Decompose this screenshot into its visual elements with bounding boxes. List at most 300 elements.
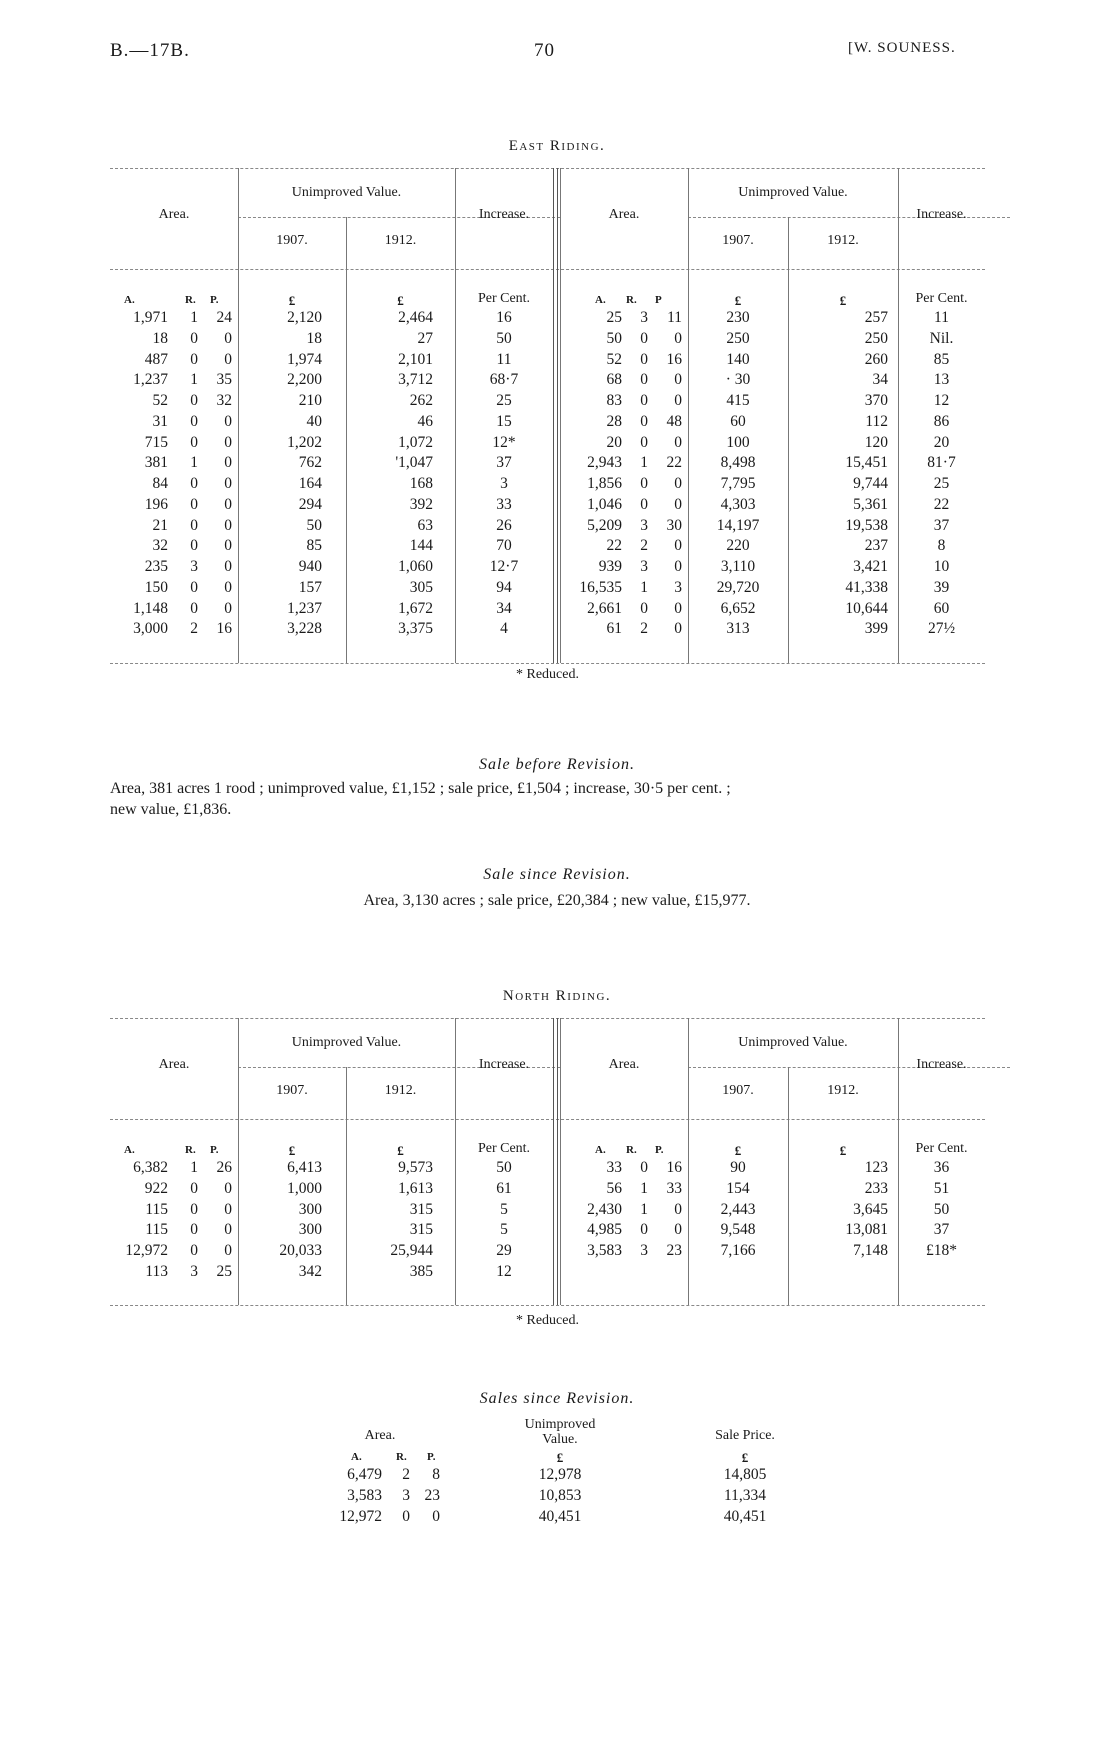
year-1912-header-right: 1912.	[827, 1083, 859, 1098]
area-perches-cell: 0	[674, 558, 682, 575]
area-acres-cell: 1,148	[133, 599, 168, 617]
increase-header-right: Increase.	[916, 1057, 967, 1072]
area-header: Area.	[158, 207, 190, 222]
unit-per-cent: Per Cent.	[477, 1141, 531, 1156]
unit-pound: £	[734, 1143, 742, 1158]
area-acres-cell: 12,972	[339, 1507, 382, 1525]
area-roods-cell: 0	[190, 433, 198, 451]
area-perches-cell: 0	[224, 516, 232, 534]
unimproved-value-cell: 10,853	[538, 1486, 582, 1504]
unit-per-cent: Per Cent.	[477, 291, 531, 306]
value-1912-cell: 10,644	[845, 599, 888, 617]
value-1907-cell: 2,120	[287, 309, 322, 326]
area-acres-cell: 18	[152, 329, 168, 347]
area-roods-cell: 1	[190, 309, 198, 326]
area-perches-cell: 23	[666, 1242, 682, 1259]
area-roods-cell: 3	[640, 309, 648, 326]
area-acres-cell-column	[110, 308, 168, 640]
area-acres-cell: 715	[144, 433, 168, 451]
increase-cell: 8	[937, 537, 946, 555]
area-acres-cell: 1,046	[587, 495, 622, 513]
area-roods-cell: 0	[640, 1159, 648, 1176]
area-perches-cell: 0	[224, 537, 232, 555]
value-1907-cell: 220	[726, 537, 750, 555]
value-1907-cell: 20,033	[279, 1242, 322, 1259]
area-roods-cell: 0	[640, 412, 648, 430]
increase-cell-column	[898, 308, 985, 640]
area-perches-cell: 16	[216, 620, 232, 638]
value-1912-cell: 27	[417, 329, 433, 347]
value-1912-cell: 25,944	[390, 1242, 433, 1259]
sales-since-revision-title: Sales since Revision.	[479, 1390, 635, 1407]
area-acres-cell: 1,971	[133, 309, 168, 326]
area-perches-cell-column	[198, 308, 232, 640]
value-1912-cell: '1,047	[395, 454, 433, 472]
area-perches-cell: 16	[666, 350, 682, 368]
area-perches-cell: 0	[224, 495, 232, 513]
increase-cell: 29	[496, 1242, 512, 1259]
area-acres-cell: 922	[144, 1179, 168, 1197]
value-1907-cell: · 30	[725, 371, 751, 389]
unit-acres: A.	[595, 294, 606, 306]
increase-header: Increase.	[478, 1057, 530, 1072]
increase-cell: £18*	[926, 1242, 957, 1259]
value-1907-cell-column	[238, 1158, 322, 1283]
value-1907-cell: 3,110	[720, 558, 756, 575]
unit-pound: £	[839, 293, 847, 308]
value-1912-cell: 168	[409, 475, 433, 492]
increase-cell: 11	[934, 309, 949, 326]
increase-cell: 61	[496, 1179, 512, 1197]
area-acres-cell-column	[110, 1158, 168, 1283]
area-perches-cell: 0	[674, 1221, 682, 1239]
area-roods-cell: 0	[190, 495, 198, 513]
author-reference: [W. SOUNESS.	[848, 40, 956, 56]
unit-perches: P.	[655, 1144, 664, 1156]
page-number: 70	[534, 40, 555, 61]
increase-cell: 37	[933, 1221, 950, 1239]
value-1907-cell: 3,228	[287, 620, 322, 638]
area-roods-cell: 0	[190, 1179, 198, 1197]
area-acres-cell: 235	[144, 558, 168, 575]
increase-cell: 4	[500, 620, 508, 638]
area-perches-cell: 0	[674, 495, 682, 513]
area-acres-cell: 196	[144, 495, 168, 513]
east-riding-title: East Riding.	[508, 138, 606, 154]
area-roods-cell: 0	[190, 350, 198, 368]
area-acres-cell: 32	[152, 537, 168, 555]
unit-pound: £	[734, 293, 742, 308]
increase-cell: 3	[500, 475, 508, 492]
area-roods-cell: 0	[190, 412, 198, 430]
unit-perches: P.	[427, 1451, 436, 1463]
area-acres-cell: 150	[144, 578, 168, 596]
area-acres-cell: 2,430	[587, 1200, 622, 1218]
area-roods-cell-column	[622, 1158, 648, 1262]
year-1912-header: 1912.	[384, 1083, 417, 1098]
year-1907-header: 1907.	[276, 233, 308, 248]
increase-cell: 70	[496, 537, 512, 555]
area-acres-cell: 3,583	[347, 1486, 382, 1504]
area-perches-cell: 25	[216, 1262, 232, 1280]
area-perches-cell: 22	[666, 454, 682, 472]
value-1907-cell: 50	[306, 516, 322, 534]
area-perches-cell: 0	[224, 475, 232, 492]
area-perches-cell: 0	[224, 1242, 232, 1259]
increase-cell: 11	[496, 350, 512, 368]
unimproved-value-header-right: Unimproved Value.	[738, 185, 848, 200]
area-acres-cell: 22	[606, 537, 622, 555]
increase-cell: 34	[496, 599, 512, 617]
increase-cell: 81·7	[927, 454, 956, 472]
area-acres-cell: 16,535	[579, 578, 622, 596]
value-1907-cell: 300	[298, 1221, 322, 1239]
value-1907-cell: 7,795	[720, 475, 756, 492]
year-1907-header-right: 1907.	[722, 233, 754, 248]
increase-cell: 85	[933, 350, 950, 368]
value-1907-cell: 1,974	[287, 350, 322, 368]
value-1912-cell: 34	[872, 371, 888, 389]
value-1907-cell: 85	[306, 537, 322, 555]
increase-cell: 5	[500, 1200, 508, 1218]
area-header-right: Area.	[608, 1057, 640, 1072]
increase-cell: 37	[933, 516, 950, 534]
area-perches-cell: 0	[674, 329, 682, 347]
area-roods-cell-column	[168, 1158, 198, 1283]
area-roods-cell: 1	[190, 371, 198, 389]
value-1912-cell: 2,464	[398, 309, 433, 326]
value-1907-cell: 230	[726, 309, 750, 326]
unit-acres: A.	[124, 1144, 135, 1156]
increase-cell: 68·7	[489, 371, 519, 389]
value-1907-cell: 6,652	[720, 599, 756, 617]
value-1907-cell: 29,720	[716, 578, 760, 596]
value-1912-cell: 63	[417, 516, 433, 534]
area-perches-cell: 0	[224, 329, 232, 347]
value-1907-cell: 18	[306, 329, 322, 347]
value-1907-cell: 140	[726, 350, 750, 368]
sale-price-cell-column	[680, 1465, 810, 1527]
value-1912-cell: 3,375	[398, 620, 433, 638]
area-perches-cell: 0	[224, 1221, 232, 1239]
value-1912-cell: 250	[864, 329, 888, 347]
value-1907-cell: 4,303	[720, 495, 756, 513]
area-perches-cell: 0	[432, 1507, 440, 1525]
year-1912-header-right: 1912.	[827, 233, 859, 248]
value-1907-cell: 250	[726, 329, 750, 347]
value-1912-cell: 385	[409, 1262, 433, 1280]
area-perches-cell: 0	[674, 371, 682, 389]
increase-cell: 16	[496, 309, 512, 326]
increase-cell: Nil.	[929, 329, 954, 347]
unit-pound: £	[839, 1143, 847, 1158]
value-1907-cell: 1,202	[287, 433, 322, 451]
unimproved-value-cell-column	[490, 1465, 630, 1527]
area-header: Area.	[364, 1428, 396, 1443]
value-1907-cell: 164	[298, 475, 322, 492]
value-1907-cell: 762	[298, 454, 322, 472]
value-1912-cell: 7,148	[853, 1242, 888, 1259]
unit-pound: £	[288, 1143, 296, 1158]
sale-since-revision-line: Area, 3,130 acres ; sale price, £20,384 ; new value, £15,977.	[363, 892, 751, 909]
value-1907-cell: 100	[726, 433, 750, 451]
area-acres-cell: 5,209	[587, 516, 622, 534]
area-header-right: Area.	[608, 207, 640, 222]
year-1907-header-right: 1907.	[722, 1083, 754, 1098]
value-1907-cell: 415	[726, 392, 750, 409]
value-1907-cell-column	[238, 308, 322, 640]
increase-cell: 50	[496, 1159, 512, 1176]
area-acres-cell: 50	[606, 329, 622, 347]
footnote: * Reduced.	[516, 1313, 579, 1328]
increase-cell-column	[898, 1158, 985, 1262]
increase-cell: 12*	[492, 433, 516, 451]
area-acres-cell: 2,661	[587, 599, 622, 617]
area-roods-cell: 0	[640, 371, 648, 389]
increase-cell: 27½	[927, 620, 956, 638]
value-1907-cell: 7,166	[720, 1242, 756, 1259]
area-perches-cell: 0	[224, 454, 232, 472]
area-acres-cell: 21	[152, 516, 168, 534]
area-perches-cell: 23	[424, 1486, 440, 1504]
value-1912-cell: 1,672	[398, 599, 433, 617]
area-roods-cell: 0	[640, 392, 648, 409]
area-roods-cell: 0	[190, 1242, 198, 1259]
area-roods-cell: 1	[640, 578, 648, 596]
value-1907-cell: 9,548	[720, 1221, 756, 1239]
area-roods-cell: 2	[640, 537, 648, 555]
area-acres-cell: 52	[152, 392, 168, 409]
area-perches-cell: 35	[216, 371, 232, 389]
value-1912-cell: 257	[864, 309, 888, 326]
area-perches-cell: 0	[674, 599, 682, 617]
value-1912-cell: 19,538	[845, 516, 888, 534]
area-roods-cell: 2	[190, 620, 198, 638]
value-1912-cell: 41,338	[845, 578, 888, 596]
unit-pound: £	[741, 1450, 749, 1465]
area-roods-cell: 1	[190, 1159, 198, 1176]
value-1907-cell: 940	[298, 558, 322, 575]
area-roods-cell: 0	[640, 433, 648, 451]
area-perches-cell-column	[648, 308, 682, 640]
increase-cell: 60	[933, 599, 950, 617]
value-1907-cell: 40	[306, 412, 322, 430]
value-1912-cell: 9,744	[853, 475, 888, 492]
area-acres-cell: 31	[152, 412, 168, 430]
value-1912-cell: 120	[864, 433, 888, 451]
value-1912-cell: 370	[864, 392, 888, 409]
area-perches-cell: 3	[674, 578, 682, 596]
unimproved-value-header: Unimproved Value.	[291, 185, 402, 200]
value-1907-cell: 60	[730, 412, 746, 430]
area-perches-cell: 0	[674, 433, 682, 451]
area-roods-cell: 1	[640, 1200, 648, 1218]
unimproved-value-header-right: Unimproved Value.	[738, 1035, 848, 1050]
area-roods-cell: 0	[190, 578, 198, 596]
sale-before-revision-title: Sale before Revision.	[479, 756, 635, 773]
increase-cell: 37	[496, 454, 512, 472]
unimproved-value-header: Unimproved Value.	[291, 1035, 402, 1050]
area-roods-cell: 0	[640, 495, 648, 513]
value-1912-cell: 112	[865, 412, 888, 430]
value-1912-cell: 1,072	[398, 433, 433, 451]
area-roods-cell: 3	[402, 1486, 410, 1504]
area-roods-cell: 3	[190, 1262, 198, 1280]
increase-cell: 12	[496, 1262, 512, 1280]
area-acres-cell: 115	[145, 1221, 168, 1239]
area-roods-cell: 3	[640, 516, 648, 534]
area-acres-cell: 113	[145, 1262, 168, 1280]
area-header: Area.	[158, 1057, 190, 1072]
area-acres-cell: 1,856	[587, 475, 622, 492]
value-1907-cell: 1,237	[287, 599, 322, 617]
value-1907-cell: 2,200	[287, 371, 322, 389]
value-1912-cell-column	[788, 1158, 888, 1262]
document-reference: B.—17B.	[110, 40, 190, 61]
increase-cell: 94	[496, 578, 512, 596]
unit-acres: A.	[124, 294, 135, 306]
sale-since-revision-title: Sale since Revision.	[483, 866, 631, 883]
value-1912-cell: 5,361	[853, 495, 888, 513]
area-perches-cell: 0	[224, 350, 232, 368]
area-acres-cell: 115	[145, 1200, 168, 1218]
area-acres-cell: 52	[606, 350, 622, 368]
area-perches-cell: 0	[674, 475, 682, 492]
sale-price-cell: 14,805	[723, 1466, 767, 1483]
north-riding-title: North Riding.	[502, 988, 612, 1004]
area-acres-cell: 68	[606, 371, 622, 389]
sale-before-revision-line1: Area, 381 acres 1 rood ; unimproved value, £1,152 ; sale price, £1,504 ; increase, 30·5 per cent. ;	[110, 780, 731, 797]
value-1912-cell: 392	[409, 495, 433, 513]
area-acres-cell: 381	[144, 454, 168, 472]
area-roods-cell: 0	[402, 1507, 410, 1525]
increase-cell: 5	[500, 1221, 508, 1239]
value-1912-cell: 3,712	[398, 371, 433, 389]
value-1912-cell: 1,613	[398, 1179, 433, 1197]
area-acres-cell: 6,479	[347, 1466, 382, 1483]
value-1907-cell: 90	[730, 1159, 746, 1176]
value-1907-cell: 300	[298, 1200, 322, 1218]
unit-pound: £	[556, 1450, 564, 1465]
area-perches-cell: 0	[224, 1179, 232, 1197]
sale-price-cell: 40,451	[723, 1507, 767, 1525]
area-perches-cell: 0	[224, 578, 232, 596]
area-acres-cell-column	[310, 1465, 382, 1527]
value-1907-cell: 14,197	[716, 516, 760, 534]
area-roods-cell: 0	[190, 1200, 198, 1218]
area-perches-cell: 0	[224, 599, 232, 617]
value-1912-cell-column	[788, 308, 888, 640]
increase-cell: 39	[933, 578, 950, 596]
area-perches-cell-column	[198, 1158, 232, 1283]
unit-perches: P	[655, 294, 662, 306]
unit-roods: R.	[185, 1144, 196, 1156]
increase-cell: 33	[496, 495, 512, 513]
area-roods-cell: 0	[190, 537, 198, 555]
increase-cell: 26	[496, 516, 512, 534]
sale-price-header: Sale Price.	[715, 1428, 775, 1443]
increase-cell: 50	[496, 329, 512, 347]
area-perches-cell: 30	[666, 516, 682, 534]
value-1907-cell: 342	[298, 1262, 322, 1280]
area-acres-cell: 1,237	[133, 371, 168, 389]
value-1912-cell: 144	[409, 537, 433, 555]
value-1912-cell-column	[346, 1158, 433, 1283]
value-1912-cell: 1,060	[398, 558, 433, 575]
unit-roods: R.	[396, 1451, 407, 1463]
unit-per-cent: Per Cent.	[915, 1141, 968, 1156]
increase-cell: 22	[933, 495, 950, 513]
area-acres-cell: 12,972	[125, 1242, 168, 1259]
value-1912-cell: 260	[864, 350, 888, 368]
value-1912-cell: 15,451	[845, 454, 888, 472]
area-acres-cell: 84	[152, 475, 168, 492]
increase-cell: 15	[496, 412, 512, 430]
increase-cell: 12	[933, 392, 950, 409]
increase-cell: 13	[933, 371, 950, 389]
unit-per-cent: Per Cent.	[915, 291, 968, 306]
value-1912-cell: 3,645	[853, 1200, 888, 1218]
unimproved-header: Unimproved	[524, 1417, 596, 1432]
value-1912-cell: 262	[409, 392, 433, 409]
area-perches-cell: 0	[674, 537, 682, 555]
value-1912-cell: 399	[864, 620, 888, 638]
year-1912-header: 1912.	[384, 233, 417, 248]
area-roods-cell: 0	[190, 1221, 198, 1239]
value-1912-cell: 305	[409, 578, 433, 596]
area-perches-cell: 0	[224, 433, 232, 451]
area-acres-cell: 939	[598, 558, 622, 575]
value-1912-cell: 9,573	[398, 1159, 433, 1176]
area-roods-cell: 0	[190, 475, 198, 492]
increase-cell: 20	[933, 433, 950, 451]
north-riding-table	[110, 1015, 985, 1335]
unit-roods: R.	[626, 1144, 637, 1156]
area-perches-cell: 26	[216, 1159, 232, 1176]
area-roods-cell: 0	[640, 475, 648, 492]
area-acres-cell: 4,985	[587, 1221, 622, 1239]
area-acres-cell: 2,943	[587, 454, 622, 472]
area-roods-cell-column	[622, 308, 648, 640]
area-perches-cell: 0	[674, 620, 682, 638]
area-roods-cell: 0	[640, 1221, 648, 1239]
area-roods-cell: 0	[190, 599, 198, 617]
value-1912-cell: 13,081	[845, 1221, 888, 1239]
area-perches-cell: 16	[666, 1159, 682, 1176]
area-acres-cell: 6,382	[133, 1159, 168, 1176]
increase-cell-column	[455, 1158, 553, 1283]
increase-cell: 10	[933, 558, 950, 575]
value-1912-cell: 2,101	[398, 350, 433, 368]
value-1907-cell: 2,443	[720, 1200, 756, 1218]
unimproved-value-cell: 12,978	[538, 1466, 582, 1483]
value-1912-cell: 46	[417, 412, 433, 430]
area-perches-cell: 33	[666, 1179, 682, 1197]
value-1912-cell: 315	[409, 1221, 433, 1239]
value-1907-cell: 294	[298, 495, 322, 513]
unit-pound: £	[397, 1143, 404, 1158]
area-roods-cell: 1	[640, 1179, 648, 1197]
area-roods-cell-column	[382, 1465, 410, 1527]
area-perches-cell: 0	[224, 1200, 232, 1218]
area-acres-cell: 56	[606, 1179, 622, 1197]
increase-header: Increase.	[478, 207, 530, 222]
area-perches-cell: 48	[666, 412, 682, 430]
area-roods-cell: 2	[640, 620, 648, 638]
area-roods-cell: 0	[640, 350, 648, 368]
year-1907-header: 1907.	[276, 1083, 308, 1098]
area-roods-cell-column	[168, 308, 198, 640]
